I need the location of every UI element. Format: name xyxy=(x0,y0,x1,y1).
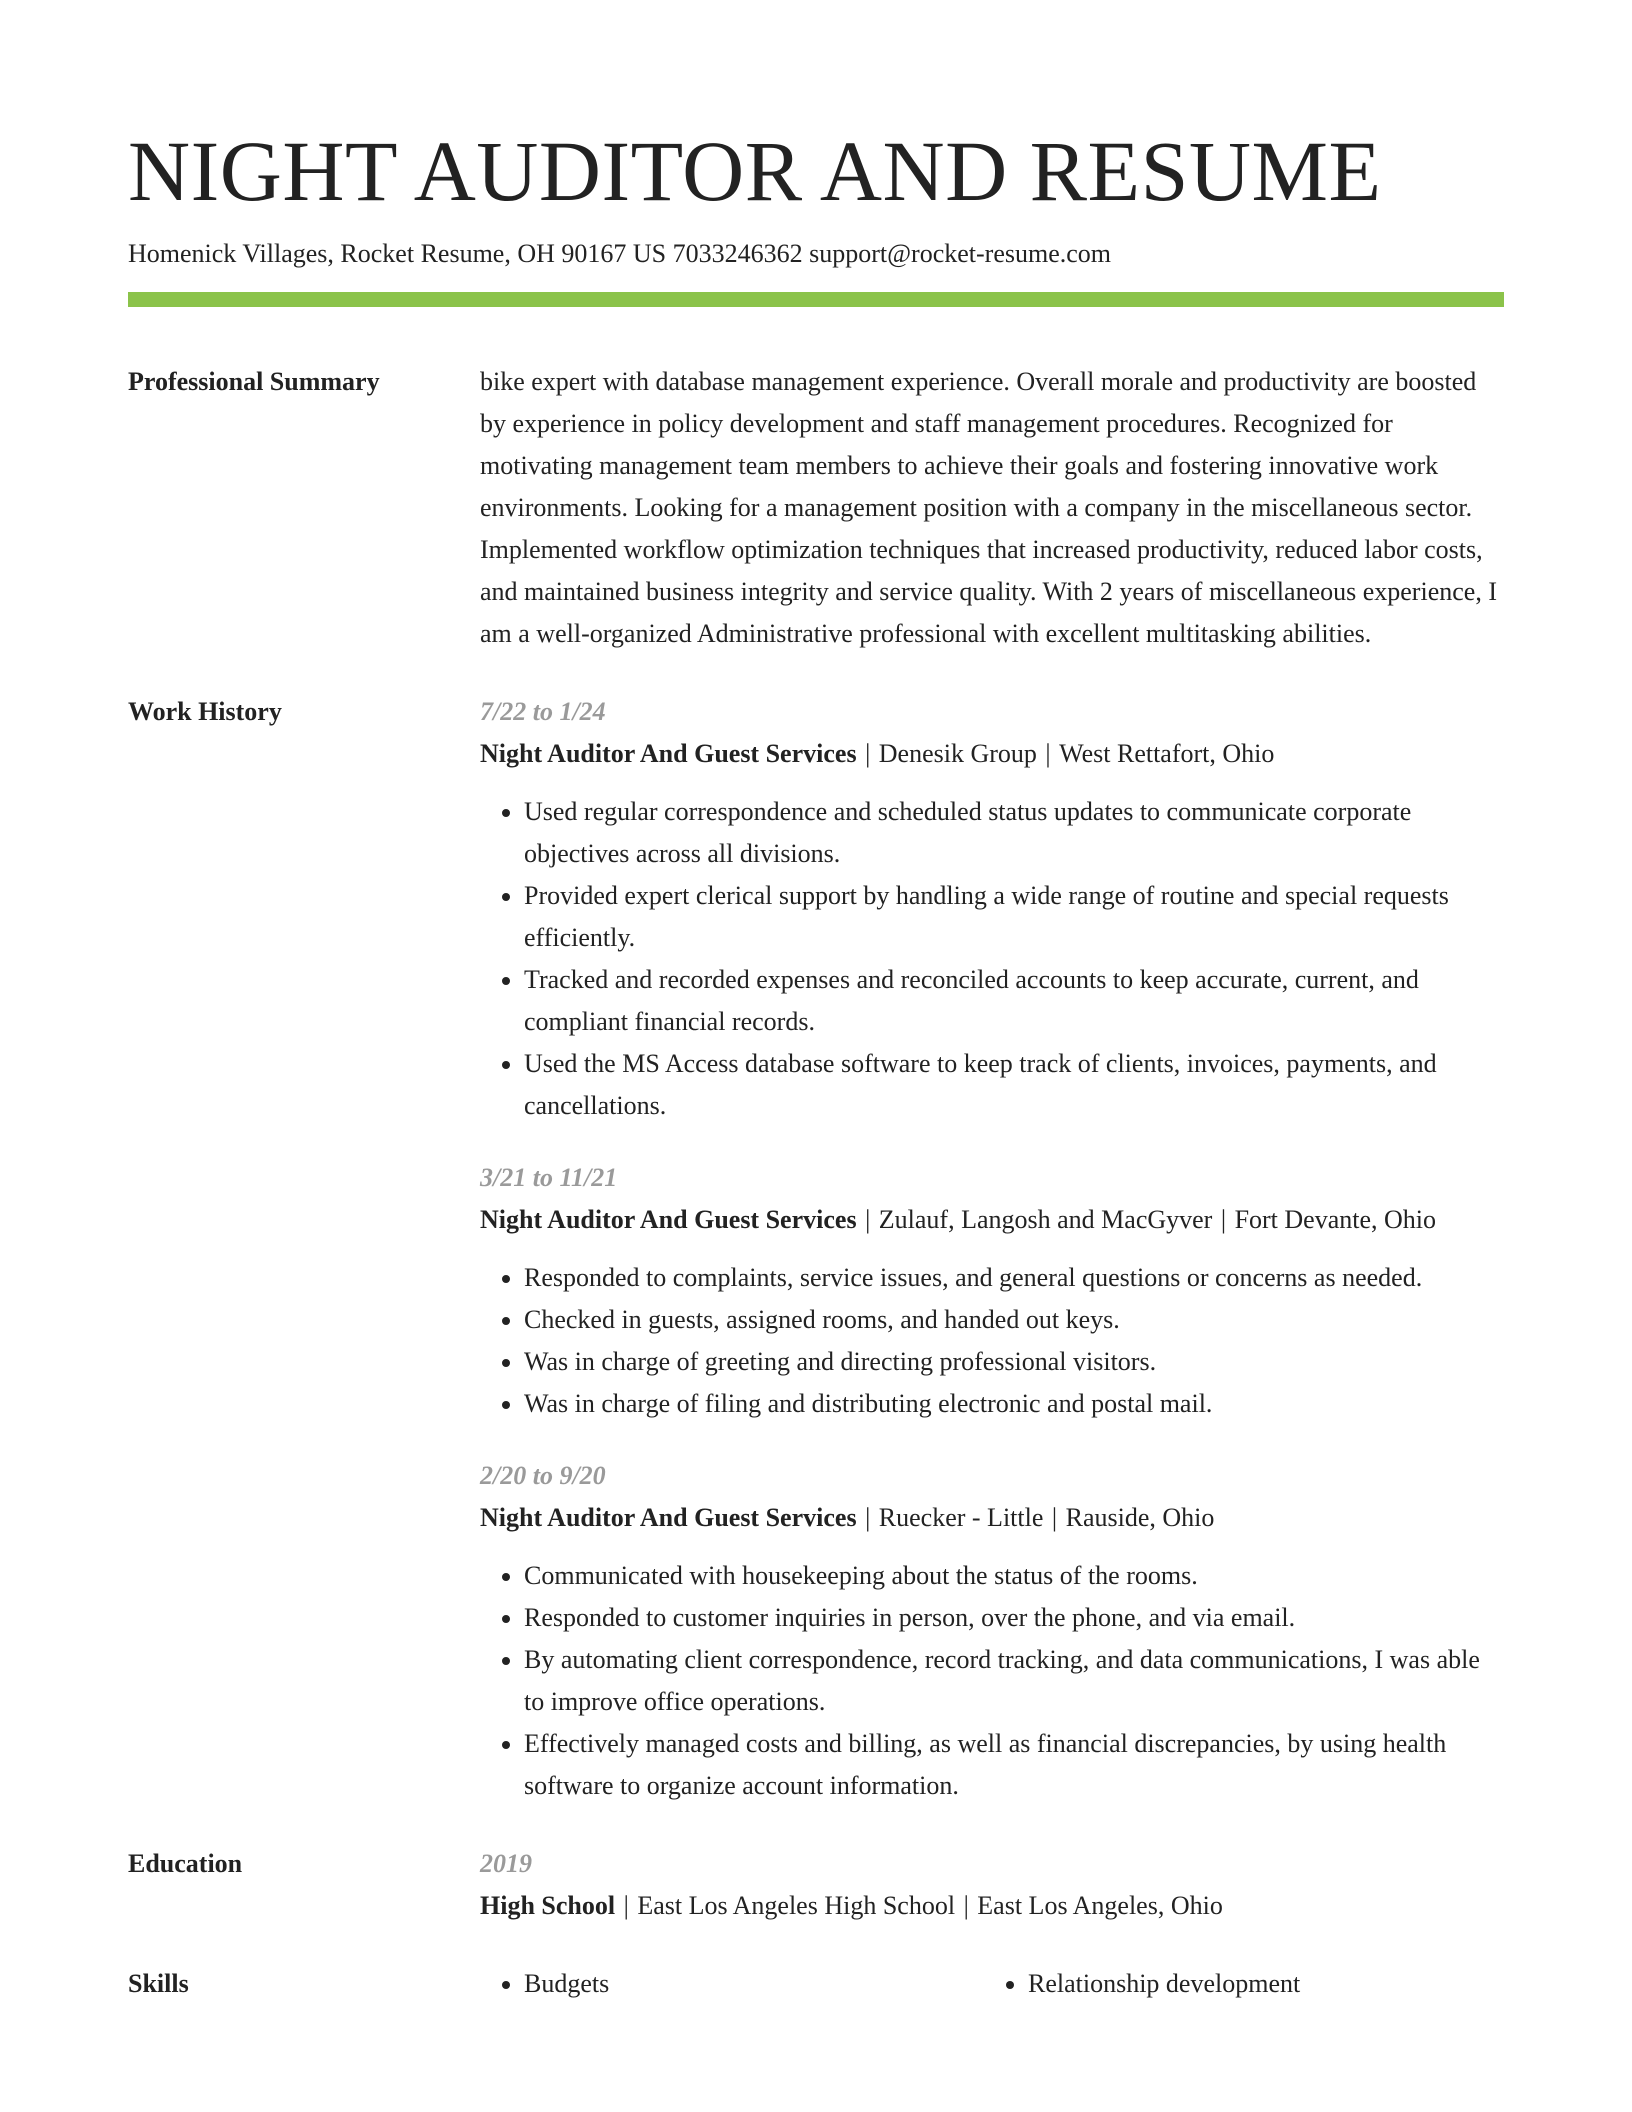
job-location: Rauside, Ohio xyxy=(1065,1503,1215,1532)
job-location: West Rettafort, Ohio xyxy=(1059,739,1275,768)
job-bullet: • Responded to customer inquiries in person, over the phone, and via email. xyxy=(524,1597,1504,1639)
resume-name: NIGHT AUDITOR AND RESUME xyxy=(128,123,1382,219)
job-entry xyxy=(480,1157,1504,1425)
job-bullet: • Used regular correspondence and scheduled status updates to communicate corporate objectives across all divisions. xyxy=(524,791,1504,875)
job-location: Fort Devante, Ohio xyxy=(1234,1205,1437,1234)
job-entry xyxy=(480,691,1504,1127)
skills-body xyxy=(480,1963,1504,2005)
education-school: East Los Angeles High School xyxy=(637,1891,956,1920)
education-year: 2019 xyxy=(480,1849,532,1878)
work-history-section xyxy=(128,691,1504,1807)
job-bullet: • Communicated with housekeeping about the status of the rooms. xyxy=(524,1555,1504,1597)
job-bullet: • Checked in guests, assigned rooms, and handed out keys. xyxy=(524,1299,1504,1341)
job-bullets xyxy=(480,791,1504,1127)
job-bullet: • By automating client correspondence, record tracking, and data communications, I was able to improve office operations. xyxy=(524,1639,1504,1723)
summary-section xyxy=(128,361,1504,655)
education-section xyxy=(128,1843,1504,1927)
job-bullet: • Provided expert clerical support by handling a wide range of routine and special requests efficiently. xyxy=(524,875,1504,959)
job-bullet: • Effectively managed costs and billing, as well as financial discrepancies, by using health software to organize account information. xyxy=(524,1723,1504,1807)
education-line: High School | East Los Angeles High School | East Los Angeles, Ohio xyxy=(480,1891,1223,1920)
job-bullet: • Was in charge of filing and distributing electronic and postal mail. xyxy=(524,1383,1504,1425)
skill-item: • Relationship development xyxy=(1028,1963,1488,2005)
job-bullet: • Responded to complaints, service issues, and general questions or concerns as needed. xyxy=(524,1257,1504,1299)
job-role: Night Auditor And Guest Services xyxy=(480,1503,857,1532)
header-divider xyxy=(128,292,1504,307)
job-title-line: Night Auditor And Guest Services | Zulauf, Langosh and MacGyver | Fort Devante, Ohio xyxy=(480,1205,1437,1234)
skills-column-1 xyxy=(480,1963,984,2005)
education-heading: Education xyxy=(128,1849,243,1878)
contact-info: Homenick Villages, Rocket Resume, OH 90167 US 7033246362 support@rocket-resume.com xyxy=(128,239,1112,268)
job-dates: 7/22 to 1/24 xyxy=(480,697,606,726)
job-entry xyxy=(480,1455,1504,1807)
job-bullet: • Tracked and recorded expenses and reconciled accounts to keep accurate, current, and compliant financial records. xyxy=(524,959,1504,1043)
summary-body xyxy=(480,361,1504,655)
job-company: Zulauf, Langosh and MacGyver xyxy=(878,1205,1213,1234)
work-history-body xyxy=(480,691,1504,1807)
job-role: Night Auditor And Guest Services xyxy=(480,1205,857,1234)
summary-heading: Professional Summary xyxy=(128,367,380,396)
job-bullets xyxy=(480,1257,1504,1425)
job-bullet: • Was in charge of greeting and directing professional visitors. xyxy=(524,1341,1504,1383)
job-title-line: Night Auditor And Guest Services | Denesik Group | West Rettafort, Ohio xyxy=(480,739,1275,768)
job-role: Night Auditor And Guest Services xyxy=(480,739,857,768)
work-history-heading: Work History xyxy=(128,697,282,726)
education-location: East Los Angeles, Ohio xyxy=(977,1891,1223,1920)
job-dates: 2/20 to 9/20 xyxy=(480,1461,606,1490)
skills-heading: Skills xyxy=(128,1969,189,1998)
skill-item: • Budgets xyxy=(524,1963,984,2005)
job-bullet: • Used the MS Access database software to keep track of clients, invoices, payments, and cancellations. xyxy=(524,1043,1504,1127)
job-bullets xyxy=(480,1555,1504,1807)
summary-text: bike expert with database management experience. Overall morale and productivity are boosted by experience in policy development and staff management procedures. Recognized for motivating management team members to achieve their goals and fostering innovative work environments. Looking for a management position with a company in the miscellaneous sector. Implemented workflow optimization techniques that increased productivity, reduced labor costs, and maintained business integrity and service quality. With 2 years of miscellaneous experience, I am a well-organized Administrative professional with excellent multitasking abilities. xyxy=(480,367,1497,648)
resume-page xyxy=(128,0,1504,2005)
skills-column-2 xyxy=(984,1963,1488,2005)
education-degree: High School xyxy=(480,1891,616,1920)
job-company: Denesik Group xyxy=(878,739,1037,768)
job-title-line: Night Auditor And Guest Services | Ruecker - Little | Rauside, Ohio xyxy=(480,1503,1215,1532)
education-body xyxy=(480,1843,1504,1927)
skills-section xyxy=(128,1963,1504,2005)
job-company: Ruecker - Little xyxy=(878,1503,1044,1532)
job-dates: 3/21 to 11/21 xyxy=(480,1163,618,1192)
